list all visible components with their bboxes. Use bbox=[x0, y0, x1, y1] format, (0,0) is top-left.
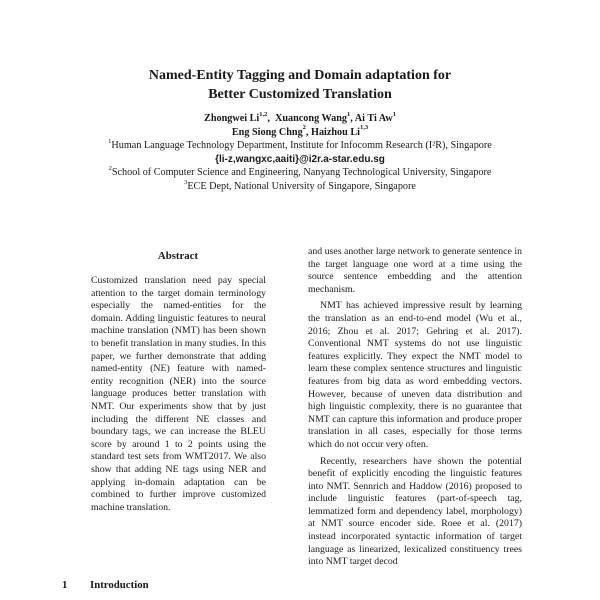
affiliation-3 bbox=[0, 180, 600, 194]
author-superscript: 1,2 bbox=[259, 110, 268, 118]
author-superscript: 1 bbox=[347, 110, 351, 118]
affiliation-1 bbox=[0, 139, 600, 153]
affiliation-2 bbox=[0, 166, 600, 180]
author-block bbox=[0, 112, 600, 194]
affiliation-text: ECE Dept, National University of Singapore, Singapore bbox=[187, 180, 416, 192]
author-name: Eng Siong Chng bbox=[231, 126, 303, 138]
author-superscript: 1 bbox=[392, 110, 396, 118]
author-line-1: Zhongwei Li$^{1,2}$, Xuancong Wang$^1$, Ai Ti Aw$^1$ bbox=[204, 110, 396, 124]
left-column bbox=[88, 250, 268, 514]
right-column bbox=[308, 246, 522, 569]
title-line-2: Better Customized Translation bbox=[208, 87, 392, 102]
author-line-2: Eng Siong Chng$^2$, Haizhou Li$^{1,3}$ bbox=[231, 124, 369, 138]
affiliation-superscript: 3 bbox=[184, 178, 188, 186]
section-number: 1 bbox=[62, 579, 68, 591]
paragraph-continued: and uses another large network to generate sentence in the target language one word at a time using the source sentence embedding and the attention mechanism. bbox=[308, 246, 522, 295]
author-name: Xuancong Wang bbox=[275, 113, 347, 124]
affiliation-text: Human Language Technology Department, Institute for Infocomm Research (I²R), Singapore bbox=[111, 140, 492, 152]
affiliation-text: School of Computer Science and Engineering, Nanyang Technological University, Singapore bbox=[111, 167, 492, 179]
author-name: Haizhou Li bbox=[311, 126, 360, 138]
paragraph-recently: Recently, researchers have shown the potential benefit of explicitly encoding the linguistic features into NMT. Sennrich and Haddow (2016) proposed to include linguistic features (part-of-speech tag, lemmatized form and dependency label, morphology) at NMT source encoder side. Roee et al. (2017) instead incorporated syntactic information of target language as linearized, lexicalized constituency trees into NMT target decod bbox=[308, 455, 522, 568]
author-superscript: 1,3 bbox=[359, 124, 369, 132]
section-title: Introduction bbox=[90, 579, 149, 591]
author-name: Zhongwei Li bbox=[204, 113, 260, 124]
abstract-heading: Abstract bbox=[157, 250, 199, 262]
affiliation-superscript: 2 bbox=[108, 164, 112, 172]
paragraph-nmt: NMT has achieved impressive result by learning the translation as an end-to-end model (Wu et al., 2016; Zhou et al. 2017; Gehring et al. 2017). Conventional NMT systems do not use linguistic features explicitly. They expect the NMT model to learn these complex sentence structures and linguistic features from big data as word embedding vectors. However, because of uneven data distribution and high linguistic complexity, there is no guarantee that NMT can capture this information and produce proper translation in all cases, especially for those terms which do not occur very often. bbox=[308, 300, 522, 450]
section-heading-introduction bbox=[62, 579, 149, 591]
author-name: Ai Ti Aw bbox=[354, 113, 393, 124]
title-line-1: Named-Entity Tagging and Domain adaptation for bbox=[148, 68, 452, 83]
affiliation-superscript: 1 bbox=[108, 137, 112, 145]
paper-title bbox=[0, 66, 600, 104]
author-superscript: 2 bbox=[302, 124, 306, 132]
abstract-body: Customized translation need pay special attention to the target domain terminology especially the named-entities for the domain. Adding linguistic features to neural machine translation (NMT) has been shown to benefit translation in many studies. In this paper, we further demonstrate that adding named-entity (NE) feature with named-entity recognition (NER) into the source language produces better translation with NMT. Our experiments show that by just including the different NE classes and boundary tags, we can increase the BLEU score by around 1 to 2 points using the standard test sets from WMT2017. We also show that adding NE tags using NER and applying in-domain adaptation can be combined to further improve customized machine translation. bbox=[91, 275, 266, 513]
author-emails: {li-z,wangxc,aaiti}@i2r.a-star.edu.sg bbox=[215, 153, 385, 165]
